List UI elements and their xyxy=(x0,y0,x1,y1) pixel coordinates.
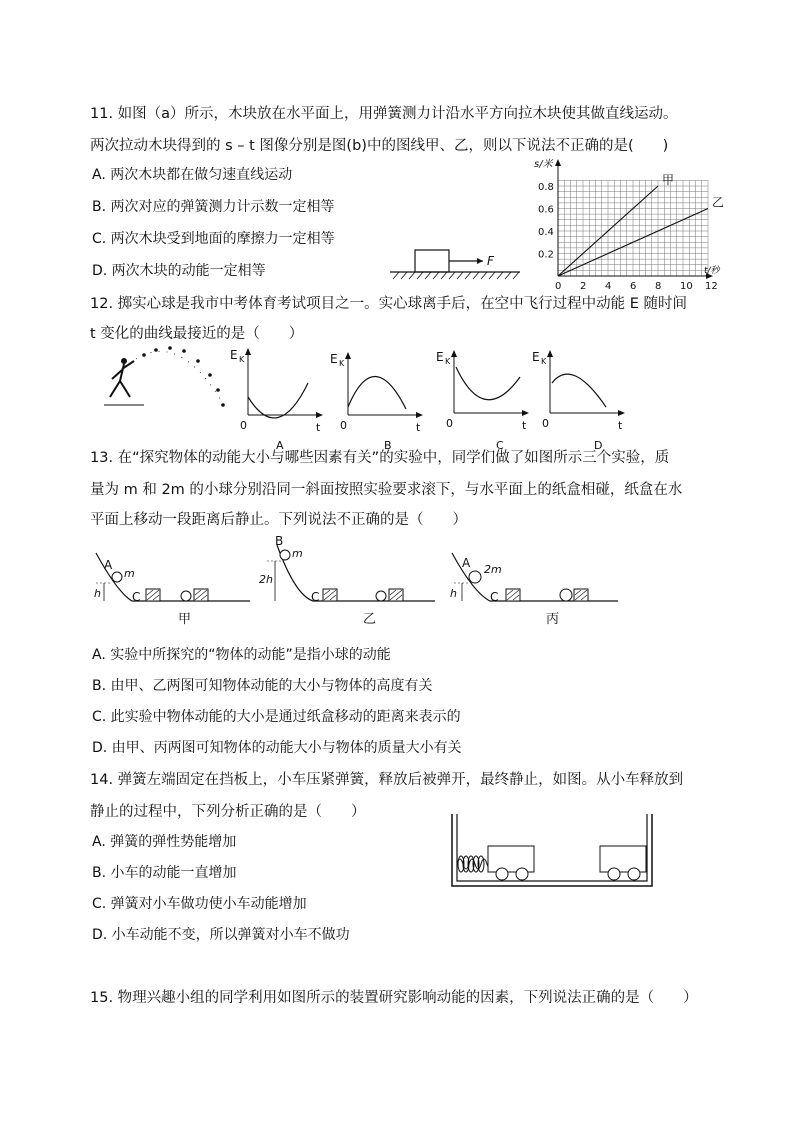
svg-text:t: t xyxy=(316,421,321,434)
wooden-block xyxy=(415,250,449,272)
spring-cart-diagram xyxy=(448,812,658,892)
svg-text:K: K xyxy=(541,357,547,366)
svg-text:2m: 2m xyxy=(484,563,502,576)
svg-text:E: E xyxy=(532,350,540,364)
panel-jia xyxy=(94,553,250,627)
svg-text:C: C xyxy=(132,590,141,604)
question-11-stem-line1: 11. 如图（a）所示，木块放在水平面上，用弹簧测力计沿水平方向拉木块使其做直线运动。 xyxy=(90,106,678,122)
svg-text:乙: 乙 xyxy=(363,612,377,627)
cart-resting xyxy=(600,846,646,872)
svg-text:D: D xyxy=(594,439,603,452)
s-t-xtick-label: 12 xyxy=(705,281,718,292)
panel-bing xyxy=(450,553,618,627)
svg-text:B: B xyxy=(384,439,392,452)
panel-yi xyxy=(259,534,435,627)
s-t-xtick-label: 2 xyxy=(580,281,587,292)
ek-graph-a xyxy=(230,348,323,452)
svg-text:t: t xyxy=(522,419,527,432)
svg-text:m: m xyxy=(292,547,303,560)
svg-text:B: B xyxy=(275,534,284,548)
ek-graph-c xyxy=(436,350,529,452)
svg-text:0: 0 xyxy=(340,419,347,432)
ek-graph-b xyxy=(330,352,423,452)
question-11-option-c: C. 两次木块受到地面的摩擦力一定相等 xyxy=(92,231,335,247)
question-14-option-b: B. 小车的动能一直增加 xyxy=(92,865,237,881)
svg-text:t: t xyxy=(618,419,623,432)
svg-text:C: C xyxy=(490,590,499,604)
svg-text:t: t xyxy=(416,421,421,434)
ek-graph-d xyxy=(532,350,625,452)
question-15-stem-line1: 15. 物理兴趣小组的同学利用如图所示的装置研究影响动能的因素，下列说法正确的是（ ） xyxy=(90,990,698,1006)
ek-graphs xyxy=(228,345,628,450)
question-11-option-a: A. 两次木块都在做匀速直线运动 xyxy=(92,167,293,183)
s-t-series-label: 乙 xyxy=(712,195,725,210)
svg-text:m: m xyxy=(124,567,135,580)
question-12-stem-line1: 12. 掷实心球是我市中考体育考试项目之一。实心球离手后，在空中飞行过程中动能 E 随时间 xyxy=(90,296,688,312)
s-t-ylabel: s/米 xyxy=(534,159,553,170)
incline-experiment-diagrams xyxy=(90,535,620,625)
s-t-xtick-label: 4 xyxy=(605,281,612,292)
question-13-option-a: A. 实验中所探究的“物体的动能”是指小球的动能 xyxy=(92,647,391,663)
svg-text:C: C xyxy=(496,439,504,452)
s-t-ytick-label: 0.8 xyxy=(538,182,554,193)
svg-text:0: 0 xyxy=(240,419,247,432)
cart-compressed xyxy=(488,846,534,872)
s-t-graph xyxy=(530,155,725,292)
question-12-stem-line2: t 变化的曲线最接近的是（ ） xyxy=(90,326,304,342)
shot-put-thrower-illustration xyxy=(100,345,235,430)
s-t-xtick-label: 6 xyxy=(630,281,637,292)
question-14-option-c: C. 弹簧对小车做功使小车动能增加 xyxy=(92,896,307,912)
s-t-xtick-label: 0 xyxy=(555,281,562,292)
question-14-stem-line1: 14. 弹簧左端固定在挡板上，小车压紧弹簧，释放后被弹开，最终静止，如图。从小车释放到 xyxy=(90,772,684,788)
svg-text:A: A xyxy=(104,558,113,572)
svg-text:2h: 2h xyxy=(259,573,273,586)
force-label: F xyxy=(487,254,494,268)
svg-text:A: A xyxy=(462,556,471,570)
question-11-option-d: D. 两次木块的动能一定相等 xyxy=(92,263,266,279)
svg-text:A: A xyxy=(276,439,284,452)
svg-text:E: E xyxy=(330,352,338,366)
s-t-xlabel: t/秒 xyxy=(704,266,720,276)
svg-text:E: E xyxy=(230,348,238,362)
svg-text:K: K xyxy=(339,359,345,368)
question-13-option-b: B. 由甲、乙两图可知物体动能的大小与物体的高度有关 xyxy=(92,678,433,694)
svg-text:h: h xyxy=(94,587,101,600)
svg-text:0: 0 xyxy=(542,417,549,430)
question-14-option-a: A. 弹簧的弹性势能增加 xyxy=(92,834,237,850)
question-14-stem-line2: 静止的过程中，下列分析正确的是（ ） xyxy=(90,804,366,820)
s-t-ytick-label: 0.6 xyxy=(538,204,554,216)
question-14-option-d: D. 小车动能不变，所以弹簧对小车不做功 xyxy=(92,927,350,943)
svg-text:K: K xyxy=(239,355,245,364)
svg-text:甲: 甲 xyxy=(178,612,192,627)
question-13-option-d: D. 由甲、丙两图可知物体的动能大小与物体的质量大小有关 xyxy=(92,740,462,756)
svg-text:h: h xyxy=(450,587,457,600)
s-t-ytick-label: 0.2 xyxy=(538,249,554,261)
svg-text:C: C xyxy=(311,590,320,604)
question-13-stem-line1: 13. 在“探究物体的动能大小与哪些因素有关”的实验中，同学们做了如图所示三个实验，质 xyxy=(90,450,670,466)
s-t-series-label: 甲 xyxy=(662,173,675,187)
svg-text:0: 0 xyxy=(446,417,453,430)
s-t-xtick-label: 8 xyxy=(655,281,662,292)
question-11-option-b: B. 两次对应的弹簧测力计示数一定相等 xyxy=(92,199,335,215)
question-11-stem-line2: 两次拉动木块得到的 s – t 图像分别是图(b)中的图线甲、乙，则以下说法不正确的是( ) xyxy=(90,138,669,154)
question-13-stem-line3: 平面上移动一段距离后静止。下列说法不正确的是（ ） xyxy=(90,512,467,528)
svg-text:丙: 丙 xyxy=(546,612,560,627)
s-t-ytick-label: 0.4 xyxy=(538,227,554,238)
svg-text:K: K xyxy=(445,357,451,366)
block-force-diagram xyxy=(385,240,525,285)
svg-text:E: E xyxy=(436,350,444,364)
question-13-stem-line2: 量为 m 和 2m 的小球分别沿同一斜面按照实验要求滚下，与水平面上的纸盒相碰，纸盒在水 xyxy=(90,482,683,498)
s-t-xtick-label: 10 xyxy=(680,281,693,292)
question-13-option-c: C. 此实验中物体动能的大小是通过纸盒移动的距离来表示的 xyxy=(92,709,461,725)
